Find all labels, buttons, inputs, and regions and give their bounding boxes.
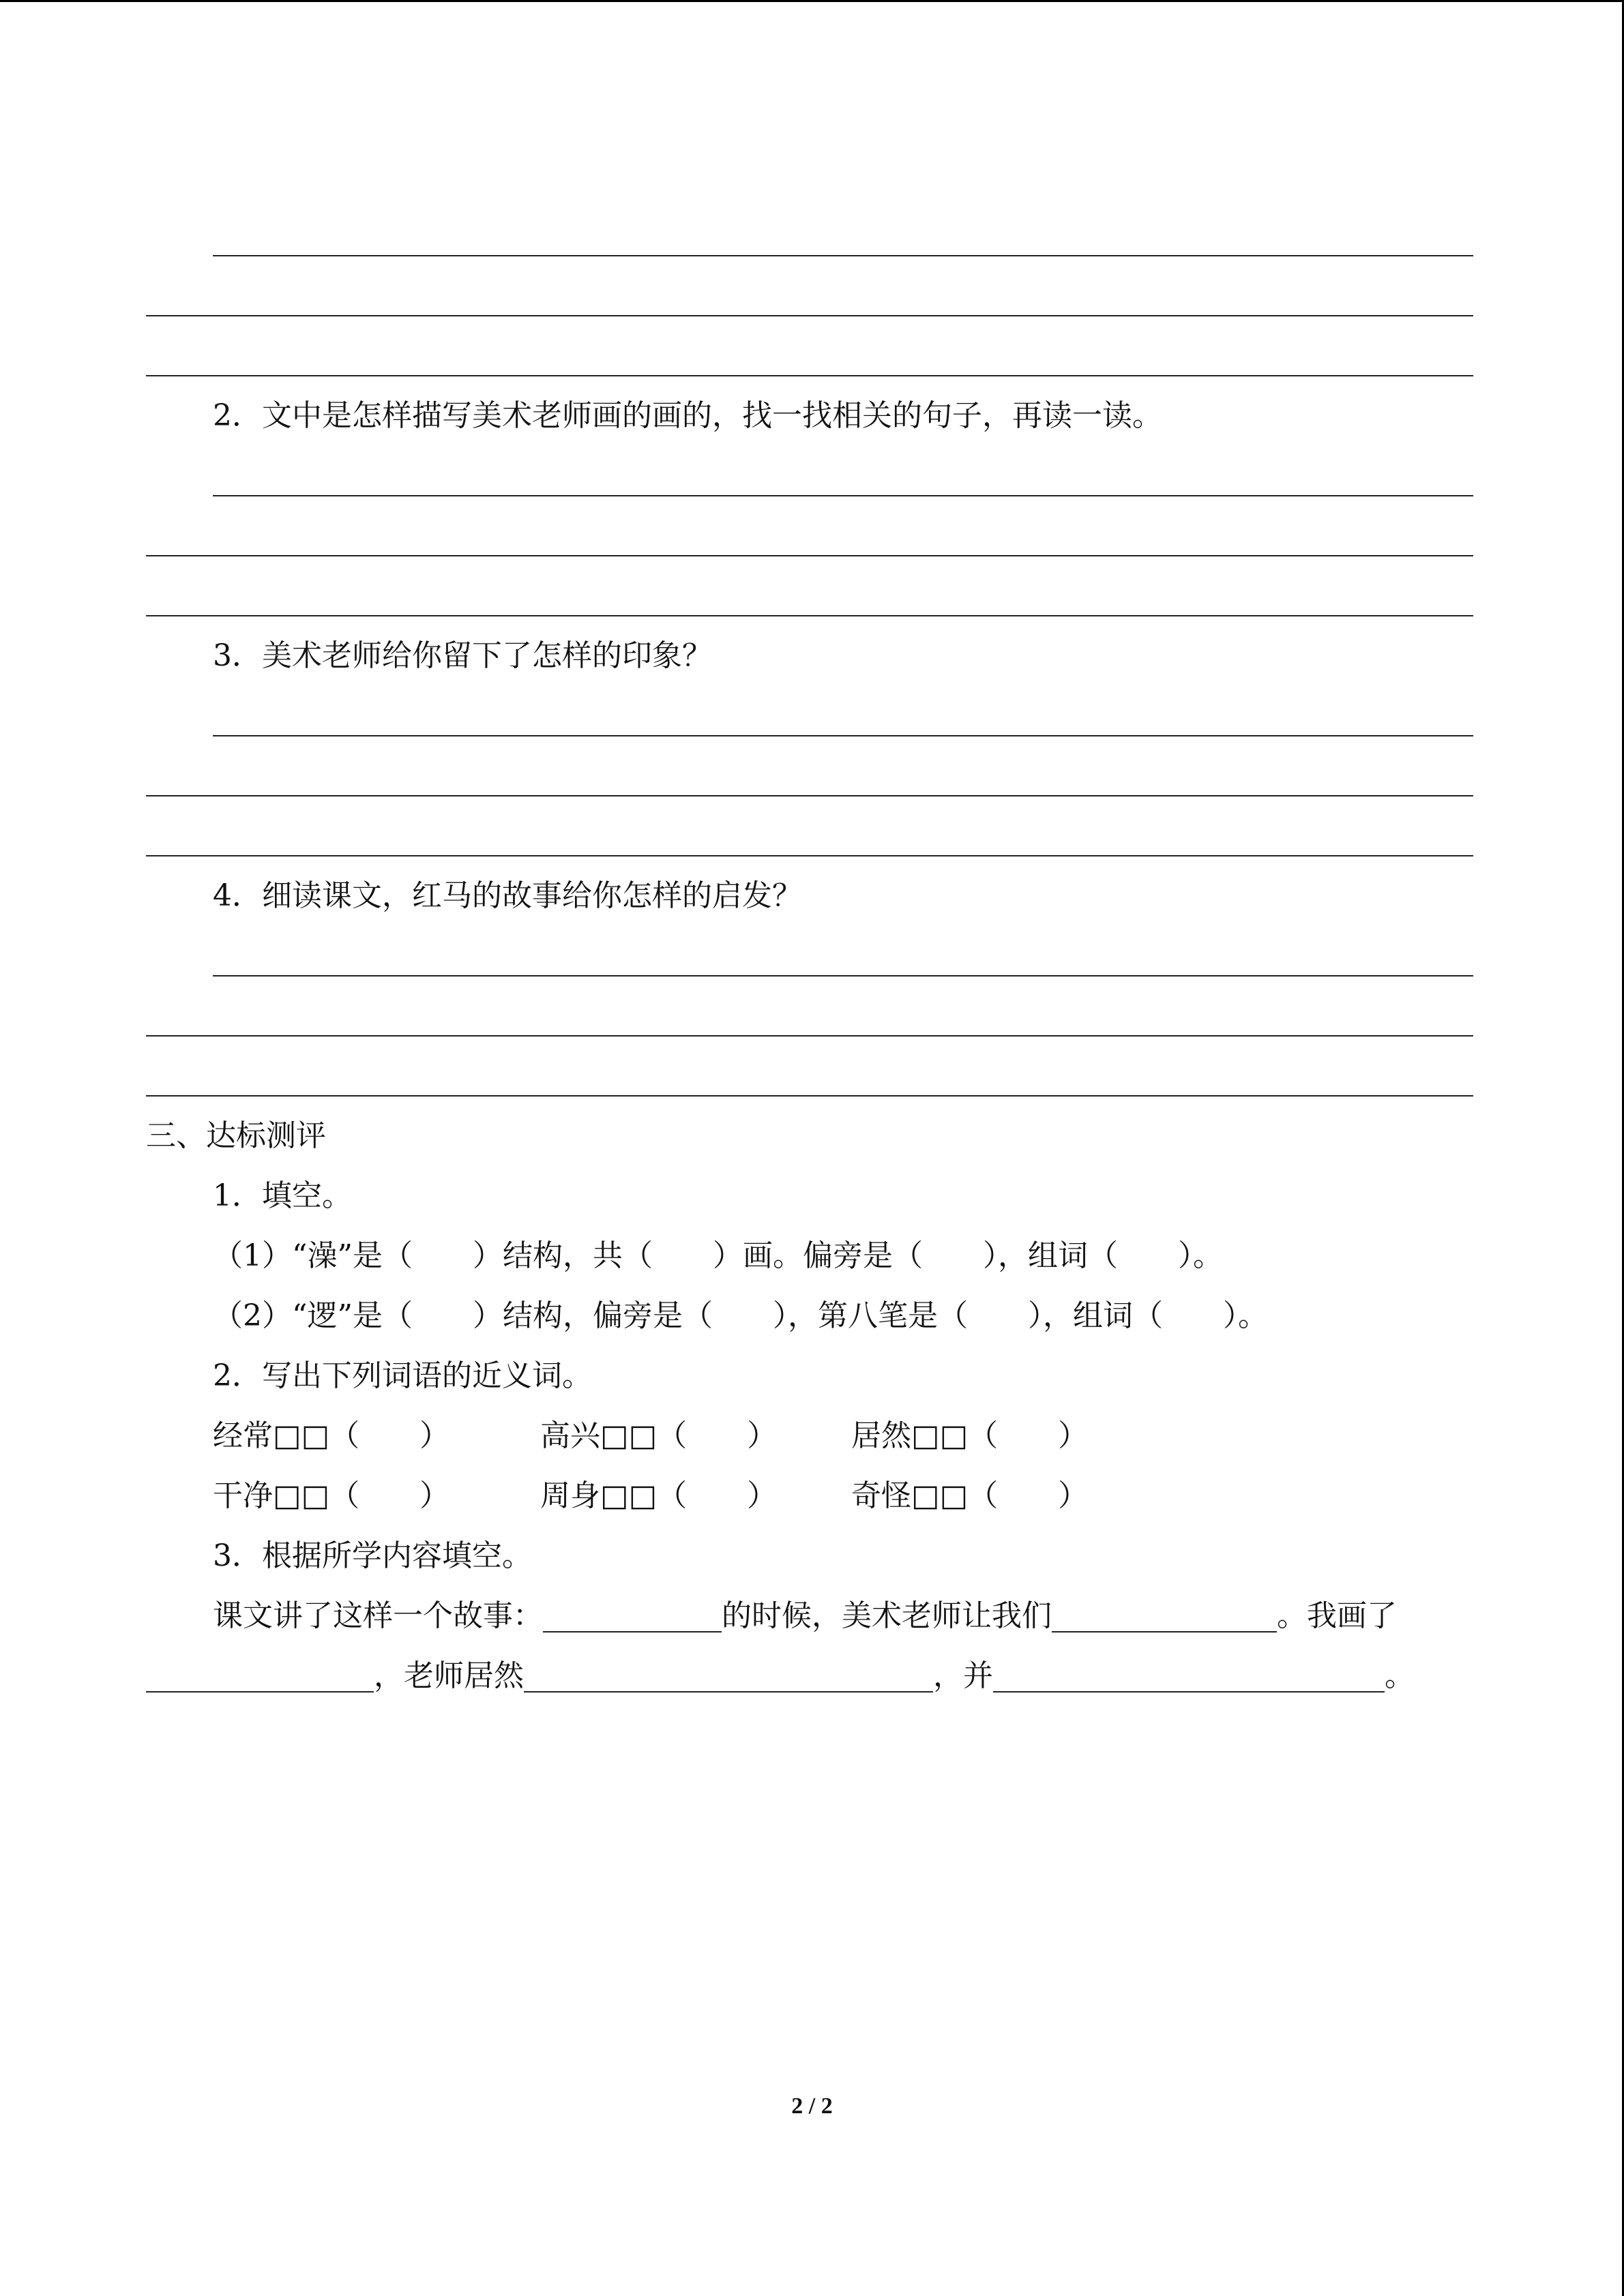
story-text: ，老师居然	[374, 1658, 524, 1693]
answer-line[interactable]	[146, 855, 1473, 856]
section-3-heading: 三、达标测评	[146, 1118, 326, 1153]
page-border-top	[0, 0, 1624, 2]
synonym-item: 居然□□（ ）	[851, 1418, 1089, 1453]
answer-line[interactable]	[213, 735, 1473, 736]
answer-line[interactable]	[146, 555, 1473, 556]
fill-blank-title: 1．填空。	[213, 1178, 352, 1213]
blank-further-action[interactable]	[993, 1658, 1385, 1693]
page-number: 2 / 2	[791, 2093, 833, 2119]
synonym-item: 干净□□（ ）	[213, 1478, 450, 1513]
synonym-item: 奇怪□□（ ）	[851, 1478, 1089, 1513]
story-fill-line-1	[213, 1596, 1397, 1637]
story-text: ，并	[933, 1658, 993, 1693]
answer-line[interactable]	[146, 795, 1473, 796]
fill-blank-line-2: （2）“逻”是（ ）结构，偏旁是（ ），第八笔是（ ），组词（ ）。	[213, 1298, 1268, 1333]
answer-line[interactable]	[146, 615, 1473, 616]
story-fill-line-2	[146, 1656, 1415, 1697]
blank-teacher-action[interactable]	[524, 1658, 933, 1693]
answer-line[interactable]	[213, 495, 1473, 496]
story-text: 课文讲了这样一个故事：	[213, 1598, 543, 1633]
question-4-text: 4．细读课文，红马的故事给你怎样的启发？	[213, 878, 802, 913]
blank-when[interactable]	[543, 1598, 722, 1632]
synonym-item: 周身□□（ ）	[540, 1478, 778, 1513]
blank-drawing[interactable]	[146, 1658, 374, 1693]
answer-line[interactable]	[213, 255, 1473, 256]
synonym-item: 经常□□（ ）	[213, 1418, 450, 1453]
answer-line[interactable]	[146, 315, 1473, 316]
story-text: 。	[1385, 1658, 1415, 1693]
story-text: 。我画了	[1277, 1598, 1397, 1633]
answer-line[interactable]	[146, 1035, 1473, 1037]
answer-line[interactable]	[146, 375, 1473, 376]
fill-blank-line-1: （1）“澡”是（ ）结构，共（ ）画。偏旁是（ ），组词（ ）。	[213, 1238, 1223, 1273]
story-fill-title: 3．根据所学内容填空。	[213, 1538, 532, 1573]
synonym-item: 高兴□□（ ）	[540, 1418, 778, 1453]
story-text: 的时候，美术老师让我们	[722, 1598, 1052, 1633]
blank-task[interactable]	[1052, 1598, 1277, 1632]
question-2-text: 2．文中是怎样描写美术老师画的画的，找一找相关的句子，再读一读。	[213, 398, 1162, 433]
answer-line[interactable]	[146, 1095, 1473, 1097]
question-3-text: 3．美术老师给你留下了怎样的印象？	[213, 638, 712, 673]
answer-line[interactable]	[213, 975, 1473, 976]
synonyms-title: 2．写出下列词语的近义词。	[213, 1358, 592, 1393]
